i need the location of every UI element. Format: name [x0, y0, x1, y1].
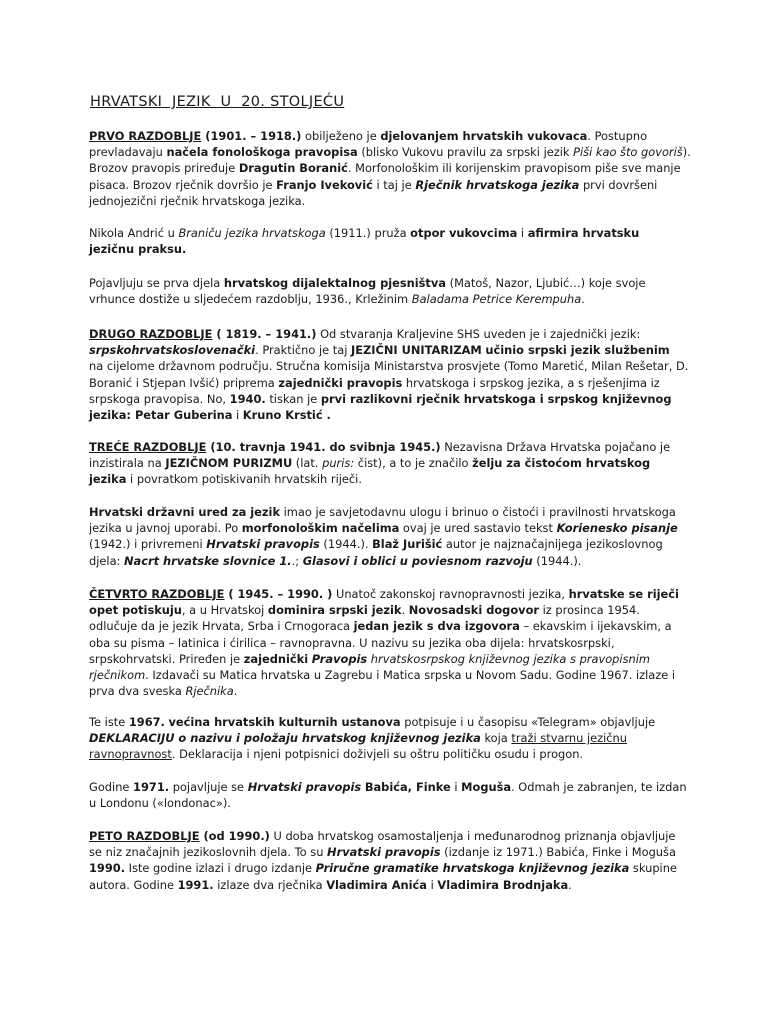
text-run: .	[401, 603, 409, 618]
text-line	[89, 635, 679, 651]
text-line	[89, 714, 679, 730]
text-run: . Praktično je taj	[255, 343, 351, 358]
text-run: Hrvatski državni ured za jezik	[89, 505, 281, 519]
text-run: prvi dovršeni	[579, 177, 658, 192]
text-run: Boranić i Stjepan Ivšić) priprema	[89, 375, 279, 390]
text-run: (Matoš, Nazor, Ljubić…) koje svoje	[446, 276, 646, 290]
text-run: , a u Hrvatskoj	[181, 603, 268, 618]
text-run: potpisuje i u časopisu «Telegram» objavljuje	[400, 715, 656, 729]
text-line	[89, 504, 679, 520]
text-run: i taj je	[372, 177, 416, 192]
text-run: (od 1990.)	[199, 829, 270, 843]
text-line	[89, 439, 679, 455]
text-run: Brozov pravopis priređuje	[89, 161, 239, 176]
text-run: Rječnik hrvatskoga jezika	[415, 177, 580, 192]
text-line	[89, 160, 679, 176]
paragraph-trece-razdoblje	[89, 439, 679, 488]
text-run: (1944.).	[319, 537, 373, 552]
text-line	[89, 471, 679, 487]
text-line	[89, 455, 679, 471]
text-run: ravnopravnost	[89, 747, 172, 762]
text-run: na cijelome državnom području. Stručna komisija Ministarstva prosvjete (Tomo Maretić, Milan Rešetar, D.	[89, 359, 689, 374]
text-run: .;	[291, 553, 303, 568]
text-line	[89, 391, 679, 407]
text-run: autora. Godine	[89, 877, 178, 892]
text-line	[89, 828, 679, 844]
text-run: Unatoč zakonskoj ravnopravnosti jezika,	[332, 587, 569, 601]
text-run: ovaj je ured sastavio tekst	[399, 521, 557, 536]
text-run: izlaze dva rječnika	[213, 877, 327, 892]
text-run: 1990.	[89, 861, 126, 876]
text-line	[89, 618, 679, 634]
text-run: TREĆE RAZDOBLJE	[89, 440, 207, 454]
text-run: . Deklaracija i njeni potpisnici doživjeli su oštru političku osudu i progon.	[171, 747, 584, 762]
text-run: . Odmah je zabranjen, te izdan	[511, 780, 687, 794]
text-run: obilježeno je	[301, 129, 381, 143]
text-run: Kruno Krstić .	[242, 408, 331, 423]
text-run: – ekavskim i ijekavskim, a	[519, 619, 672, 634]
text-run: autor je najznačajnijega jezikoslovnog	[442, 537, 663, 552]
text-run: ( 1819. – 1941.)	[212, 327, 317, 341]
text-run: Pojavljuju se prva djela	[89, 276, 224, 290]
text-run: (10. travnja 1941. do svibnja 1945.)	[206, 440, 441, 454]
text-run: prva dva sveska	[89, 684, 186, 699]
text-run: DRUGO RAZDOBLJE	[89, 327, 213, 341]
text-run: JEZIČNOM PURIZMU	[165, 456, 293, 471]
text-run: Piši kao što govoriš	[573, 145, 683, 160]
text-run: zajednički pravopis	[278, 375, 403, 390]
text-run: (1942.) i privremeni	[89, 537, 207, 552]
text-line	[89, 553, 679, 569]
text-run: hrvatskosrpskog književnog jezika s pravopisnim	[370, 651, 650, 666]
text-line	[89, 225, 679, 241]
text-run: Vladimira Anića	[326, 877, 427, 892]
text-run: srpskoga pravopisa. No,	[89, 391, 230, 406]
text-run: hrvatskog dijalektalnog pjesništva	[223, 276, 446, 290]
text-run: PRVO RAZDOBLJE	[89, 129, 202, 143]
paragraph-dijalektalno-pjesnistvo	[89, 275, 679, 307]
text-line	[89, 602, 679, 618]
paragraph-londonac	[89, 779, 687, 811]
text-run: hrvatske se riječi	[568, 587, 679, 601]
text-run: Novosadski dogovor	[408, 603, 540, 618]
text-run: DEKLARACIJU o nazivu i položaju hrvatskog književnog jezika	[89, 731, 481, 746]
text-run: (1911.) pruža	[325, 226, 411, 240]
text-run: jezika	[89, 472, 127, 487]
text-run: afirmira hrvatsku	[527, 226, 640, 240]
text-line	[89, 291, 679, 307]
text-run: srpskohrvatski. Priređen je	[89, 651, 244, 666]
text-run: skupine	[629, 861, 677, 876]
text-run: Hrvatski pravopis	[206, 537, 320, 552]
text-run: jezičnu praksu.	[89, 242, 187, 257]
text-run: (1901. – 1918.)	[201, 129, 302, 143]
text-run: .	[568, 877, 572, 892]
text-run: inzistirala na	[89, 456, 166, 471]
text-line	[89, 326, 679, 342]
text-run: . Postupno	[587, 129, 648, 143]
paragraph-nikola-andric	[89, 225, 679, 257]
text-line	[89, 795, 679, 811]
paragraph-deklaracija	[89, 714, 679, 763]
text-run: koja	[480, 731, 512, 746]
text-run: 1971.	[133, 780, 170, 794]
text-run: opet potiskuju	[89, 603, 182, 618]
text-run: Priručne gramatike hrvatskoga književnog jezika	[315, 861, 630, 876]
text-run: ).	[682, 145, 691, 160]
text-run: prevladavaju	[89, 145, 167, 160]
text-line	[89, 128, 679, 144]
text-run: Korienesko pisanje	[556, 521, 678, 536]
text-run: pisaca. Brozov rječnik dovršio je	[89, 177, 277, 192]
paragraph-drzavni-ured	[89, 504, 679, 569]
text-run: pojavljuje se	[169, 780, 248, 794]
text-run: djela:	[89, 553, 125, 568]
text-run: otpor vukovcima	[410, 226, 518, 240]
text-run: puris:	[322, 456, 355, 471]
text-run: Iste godine izlazi i drugo izdanje	[125, 861, 316, 876]
text-run: U doba hrvatskog osamostaljenja i međunarodnog priznanja objavljuje	[269, 829, 676, 843]
text-run: se niz značajnih jezikoslovnih djela. To su	[89, 845, 328, 860]
text-run: ( 1945. – 1990. )	[224, 587, 333, 601]
text-run: oba su pisma – latinica i ćirilica – ravnopravna. U nazivu su jezika oba dijela: hrvatskosrpski,	[89, 635, 615, 650]
paragraph-cetvrto-razdoblje	[89, 586, 679, 699]
text-run: Dragutin Boranić	[238, 161, 348, 176]
text-run: i	[450, 780, 462, 794]
text-run: iz prosinca 1954.	[539, 603, 640, 618]
text-run: hrvatskoga i srpskog jezika, a s rješenjima iz	[402, 375, 660, 390]
text-run: želju za čistoćom hrvatskog	[472, 456, 651, 471]
text-line	[89, 520, 679, 536]
paragraph-peto-razdoblje	[89, 828, 679, 893]
text-line	[89, 536, 679, 552]
text-run: JEZIČNI UNITARIZAM	[350, 343, 482, 358]
text-run: i	[517, 226, 528, 240]
text-run: morfonološkim načelima	[241, 521, 400, 536]
text-run: Blaž Jurišić	[372, 537, 443, 552]
text-line	[89, 342, 679, 358]
text-run: Baladama Petrice Kerempuha	[411, 292, 582, 307]
text-line	[89, 241, 679, 257]
text-line	[89, 375, 679, 391]
text-line	[89, 407, 679, 423]
text-run: jezika u javnoj uporabi. Po	[89, 521, 242, 536]
text-line	[89, 779, 687, 795]
text-run: jedan jezik s dva izgovora	[353, 619, 520, 634]
text-run: Nacrt hrvatske slovnice 1.	[124, 553, 292, 568]
text-line	[89, 193, 679, 209]
text-run: (blisko Vukovu pravilu za srpski jezik	[357, 145, 574, 160]
text-run: 1967.	[128, 715, 165, 729]
text-line	[89, 667, 679, 683]
text-run: Nikola Andrić u	[89, 226, 179, 240]
text-run: u Londonu («londonac»).	[89, 796, 231, 811]
text-run: odlučuje da je jezik Hrvata, Srba i Crnogoraca	[89, 619, 354, 634]
text-run: 1940.	[229, 391, 266, 406]
text-line	[89, 844, 679, 860]
text-run: .	[581, 292, 585, 307]
text-run: Od stvaranja Kraljevine SHS uveden je i zajednički jezik:	[316, 327, 641, 341]
text-line	[89, 275, 679, 291]
text-line	[89, 730, 679, 746]
text-run: Nezavisna Država Hrvatska pojačano je	[440, 440, 671, 454]
text-run: vrhunce dostiže u sljedećem razdoblju, 1936., Krležinim	[89, 292, 412, 307]
text-run: PETO RAZDOBLJE	[89, 829, 200, 843]
text-run: Hrvatski pravopis	[247, 780, 362, 794]
text-run: Vladimira Brodnjaka	[437, 877, 569, 892]
text-run: Pravopis	[311, 651, 368, 666]
text-run: Braniču jezika hrvatskoga	[178, 226, 326, 240]
text-run: jezika: Petar Guberina	[89, 408, 233, 423]
text-run: Rječnika	[185, 684, 234, 699]
text-run: . Izdavači su Matica hrvatska u Zagrebu i Matica srpska u Novom Sadu. Godine 1967. izlaze i	[145, 668, 676, 683]
text-line	[89, 177, 679, 193]
text-run: Moguša	[461, 780, 512, 794]
text-run: i	[426, 877, 438, 892]
paragraph-prvo-razdoblje	[89, 128, 691, 209]
text-run: traži stvarnu jezičnu	[511, 731, 627, 746]
text-run: (izdanje iz 1971.) Babića, Finke i Moguša	[440, 845, 676, 860]
text-run: rječnikom	[89, 668, 146, 683]
text-run: (1944.).	[532, 553, 582, 568]
text-run: Godine	[89, 780, 134, 794]
text-run: čist), a to je značilo	[354, 456, 473, 471]
text-run: načela fonološkoga pravopisa	[166, 145, 358, 160]
text-run: jednojezični rječnik hrvatskoga jezika.	[89, 193, 306, 208]
text-run: Franjo Iveković	[276, 177, 373, 192]
text-run: 1991.	[177, 877, 214, 892]
text-run: i povratkom potiskivanih hrvatskih riječi.	[126, 472, 362, 487]
text-run: Te iste	[89, 715, 129, 729]
paragraph-drugo-razdoblje	[89, 326, 689, 423]
text-line	[89, 358, 689, 374]
text-run: ČETVRTO RAZDOBLJE	[89, 587, 225, 601]
text-run: djelovanjem hrvatskih vukovaca	[380, 129, 588, 143]
text-run: dominira srpski jezik	[267, 603, 402, 618]
text-run: Hrvatski pravopis	[327, 845, 441, 860]
text-run: (lat.	[292, 456, 323, 471]
text-line	[89, 683, 679, 699]
text-run: srpskohrvatskoslovenački	[89, 343, 256, 358]
text-run: tiskan je	[265, 391, 321, 406]
text-line	[89, 586, 679, 602]
text-run: Glasovi i oblici u poviesnom razvoju	[302, 553, 533, 568]
text-run: .	[233, 684, 238, 699]
text-line	[89, 651, 679, 667]
text-run: Babića, Finke	[364, 780, 451, 794]
text-line	[89, 746, 679, 762]
text-run: imao je savjetodavnu ulogu i brinuo o čistoći i pravilnosti hrvatskoga	[280, 505, 676, 519]
text-line	[89, 144, 691, 160]
text-line	[89, 860, 679, 876]
text-run: . Morfonološkim ili korijenskim pravopisom piše sve manje	[347, 161, 681, 176]
text-run: učinio srpski jezik službenim	[485, 343, 670, 358]
text-run: zajednički	[243, 651, 309, 666]
document-title: HRVATSKI JEZIK U 20. STOLJEĆU	[90, 94, 345, 110]
text-run: prvi razlikovni rječnik hrvatskoga i srpskog književnog	[320, 391, 672, 406]
text-line	[89, 877, 679, 893]
text-run: većina hrvatskih kulturnih ustanova	[168, 715, 401, 729]
text-run: i	[232, 408, 243, 423]
